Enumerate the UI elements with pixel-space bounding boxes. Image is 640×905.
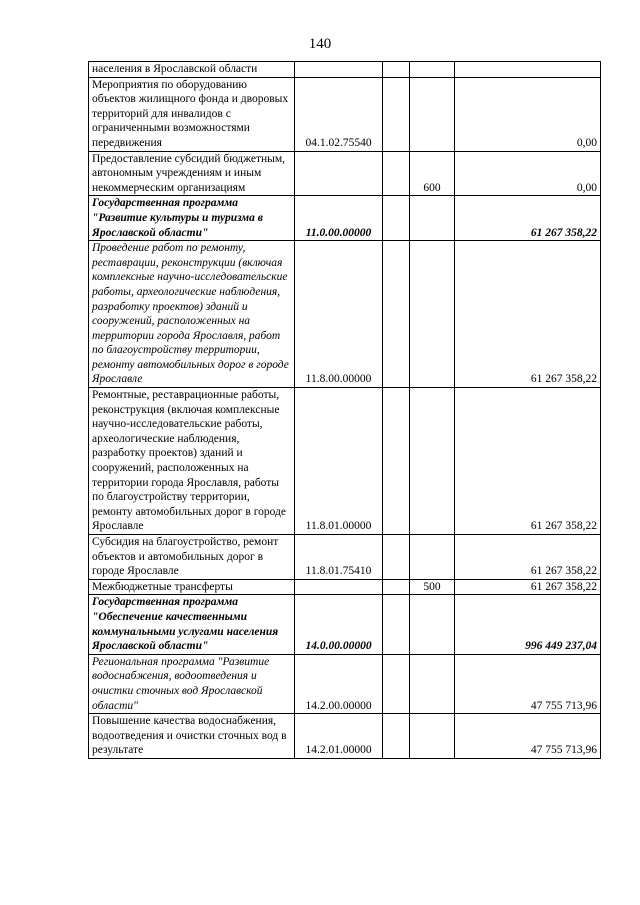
amount: 0,00 xyxy=(455,151,601,196)
amount xyxy=(455,62,601,78)
table-row xyxy=(89,535,601,580)
expense-type xyxy=(410,535,455,580)
extra-code xyxy=(383,595,410,654)
target-code: 11.8.01.00000 xyxy=(295,388,383,535)
amount: 61 267 358,22 xyxy=(455,241,601,388)
table-row xyxy=(89,714,601,759)
amount: 61 267 358,22 xyxy=(455,196,601,241)
item-name: населения в Ярославской области xyxy=(89,62,295,78)
item-name: Государственная программа "Развитие культуры и туризма в Ярославской области" xyxy=(89,196,295,241)
amount: 61 267 358,22 xyxy=(455,579,601,595)
extra-code xyxy=(383,579,410,595)
budget-table xyxy=(88,61,601,759)
table-row xyxy=(89,151,601,196)
expense-type xyxy=(410,714,455,759)
target-code: 14.2.01.00000 xyxy=(295,714,383,759)
item-name: Повышение качества водоснабжения, водоотведения и очистки сточных вод в результате xyxy=(89,714,295,759)
extra-code xyxy=(383,62,410,78)
table-row xyxy=(89,77,601,151)
target-code: 04.1.02.75540 xyxy=(295,77,383,151)
target-code: 14.0.00.00000 xyxy=(295,595,383,654)
table-row-program xyxy=(89,196,601,241)
expense-type xyxy=(410,388,455,535)
expense-type xyxy=(410,595,455,654)
item-name: Региональная программа "Развитие водоснабжения, водоотведения и очистки сточных вод Ярославской области" xyxy=(89,654,295,713)
expense-type xyxy=(410,62,455,78)
table-row xyxy=(89,388,601,535)
extra-code xyxy=(383,241,410,388)
target-code xyxy=(295,151,383,196)
table-row xyxy=(89,62,601,78)
table-row-program xyxy=(89,595,601,654)
amount: 47 755 713,96 xyxy=(455,714,601,759)
extra-code xyxy=(383,388,410,535)
target-code: 11.0.00.00000 xyxy=(295,196,383,241)
extra-code xyxy=(383,196,410,241)
amount: 996 449 237,04 xyxy=(455,595,601,654)
expense-type xyxy=(410,241,455,388)
amount: 61 267 358,22 xyxy=(455,388,601,535)
target-code: 11.8.01.75410 xyxy=(295,535,383,580)
extra-code xyxy=(383,77,410,151)
expense-type xyxy=(410,654,455,713)
extra-code xyxy=(383,654,410,713)
amount: 61 267 358,22 xyxy=(455,535,601,580)
amount: 0,00 xyxy=(455,77,601,151)
item-name: Межбюджетные трансферты xyxy=(89,579,295,595)
page-number: 140 xyxy=(308,36,332,52)
item-name: Государственная программа "Обеспечение качественными коммунальными услугами населения Ярославской области" xyxy=(89,595,295,654)
target-code: 11.8.00.00000 xyxy=(295,241,383,388)
expense-type xyxy=(410,196,455,241)
target-code xyxy=(295,579,383,595)
item-name: Субсидия на благоустройство, ремонт объектов и автомобильных дорог в городе Ярославле xyxy=(89,535,295,580)
expense-type xyxy=(410,77,455,151)
item-name: Ремонтные, реставрационные работы, реконструкция (включая комплексные научно-исследовательские работы, археологические наблюдения, разработку проектов) зданий и сооружений, расположенных на территории города Ярославля, работы по благоустройству территории, ремонту автомобильных дорог в городе Ярославле xyxy=(89,388,295,535)
amount: 47 755 713,96 xyxy=(455,654,601,713)
item-name: Проведение работ по ремонту, реставрации, реконструкции (включая комплексные научно-исследовательские работы, археологические наблюдения, разработку проектов) зданий и сооружений, расположенных на территории города Ярославля, работ по благоустройству территории, ремонту автомобильных дорог в городе Ярославле xyxy=(89,241,295,388)
expense-type: 500 xyxy=(410,579,455,595)
item-name: Мероприятия по оборудованию объектов жилищного фонда и дворовых территорий для инвалидов с ограниченными возможностями передвижения xyxy=(89,77,295,151)
table-row-subprogram xyxy=(89,654,601,713)
table-row xyxy=(89,579,601,595)
extra-code xyxy=(383,535,410,580)
target-code: 14.2.00.00000 xyxy=(295,654,383,713)
target-code xyxy=(295,62,383,78)
table-row-subprogram xyxy=(89,241,601,388)
item-name: Предоставление субсидий бюджетным, автономным учреждениям и иным некоммерческим организациям xyxy=(89,151,295,196)
expense-type: 600 xyxy=(410,151,455,196)
extra-code xyxy=(383,714,410,759)
extra-code xyxy=(383,151,410,196)
